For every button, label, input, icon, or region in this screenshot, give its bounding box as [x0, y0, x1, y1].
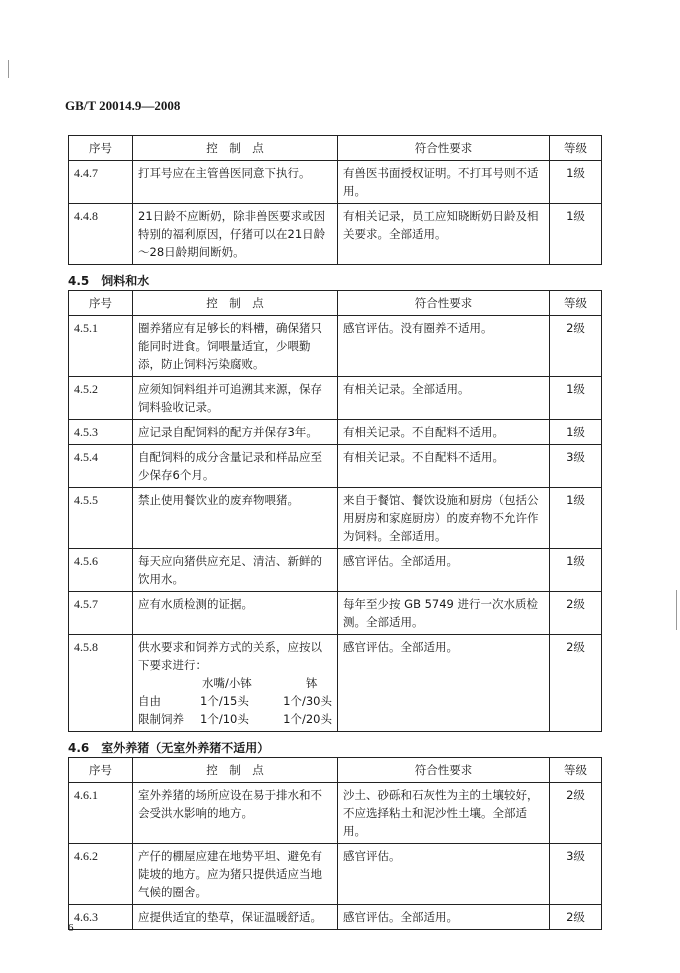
row-control: 应提供适宜的垫草，保证温暖舒适。 [133, 905, 338, 930]
table-row [69, 204, 602, 265]
row-control: 圈养猪应有足够长的料槽，确保猪只能同时进食。饲喂量适宜，少喂勤添，防止饲料污染腐败。 [133, 316, 338, 377]
row-level: 1级 [550, 549, 602, 592]
row-compliance: 有相关记录。全部适用。 [338, 377, 550, 420]
table-row [69, 844, 602, 905]
col-header-level: 等级 [550, 758, 602, 783]
row-control: 21日龄不应断奶，除非兽医要求或因特别的福利原因，仔猪可以在21日龄～28日龄期间断奶。 [133, 204, 338, 265]
table-row [69, 905, 602, 930]
page-number: 6 [68, 922, 74, 934]
row-no: 4.4.7 [69, 161, 133, 204]
row-compliance: 沙土、砂砾和石灰性为主的土壤较好，不应选择粘土和泥沙性土壤。全部适用。 [338, 783, 550, 844]
row-compliance: 感官评估。全部适用。 [338, 635, 550, 732]
row-compliance: 感官评估。没有圈养不适用。 [338, 316, 550, 377]
row-control: 应须知饲料组并可追溯其来源，保存饲料验收记录。 [133, 377, 338, 420]
table-row [69, 316, 602, 377]
margin-mark [676, 590, 677, 630]
sub-row-value: 1个/10头 [200, 712, 249, 726]
row-control: 自配饲料的成分含量记录和样品应至少保存6个月。 [133, 445, 338, 488]
standard-code: GB/T 20014.9—2008 [65, 98, 181, 113]
row-control-text: 供水要求和饲养方式的关系，应按以下要求进行： [138, 640, 322, 672]
col-header-control: 控 制 点 [133, 291, 338, 316]
row-control: 应记录自配饲料的配方并保存3年。 [133, 420, 338, 445]
row-level: 1级 [550, 420, 602, 445]
table-row [69, 635, 602, 732]
table-row [69, 445, 602, 488]
row-level: 3级 [550, 844, 602, 905]
row-no: 4.5.3 [69, 420, 133, 445]
row-level: 2级 [550, 783, 602, 844]
margin-mark [8, 60, 9, 78]
row-no: 4.5.4 [69, 445, 133, 488]
col-header-no: 序号 [69, 291, 133, 316]
row-control: 应有水质检测的证据。 [133, 592, 338, 635]
sub-row-value: 1个/30头 [283, 694, 332, 708]
row-level: 1级 [550, 488, 602, 549]
row-level: 1级 [550, 377, 602, 420]
section-title-outdoor: 4.6 室外养猪（无室外养猪不适用） [68, 741, 270, 755]
row-no: 4.6.2 [69, 844, 133, 905]
sub-row-value: 1个/20头 [283, 712, 332, 726]
table-row [69, 592, 602, 635]
row-compliance: 有相关记录，员工应知晓断奶日龄及相关要求。全部适用。 [338, 204, 550, 265]
table-outdoor [68, 757, 602, 930]
row-no: 4.5.2 [69, 377, 133, 420]
row-control: 室外养猪的场所应设在易于排水和不会受洪水影响的地方。 [133, 783, 338, 844]
row-level: 3级 [550, 445, 602, 488]
col-header-level: 等级 [550, 291, 602, 316]
col-header-level: 等级 [550, 136, 602, 161]
row-compliance: 有相关记录。不自配料不适用。 [338, 420, 550, 445]
table-header-row [69, 136, 602, 161]
row-control: 产仔的棚屋应建在地势平坦、避免有陡坡的地方。应为猪只提供适应当地气候的圈舍。 [133, 844, 338, 905]
col-header-compliance: 符合性要求 [338, 291, 550, 316]
row-compliance: 感官评估。全部适用。 [338, 549, 550, 592]
row-no: 4.5.5 [69, 488, 133, 549]
col-header-compliance: 符合性要求 [338, 136, 550, 161]
row-no: 4.4.8 [69, 204, 133, 265]
sub-row-label: 自由 [138, 694, 161, 708]
water-ratio-table [138, 674, 332, 728]
table-welfare-continued [68, 135, 602, 265]
row-compliance: 感官评估。全部适用。 [338, 905, 550, 930]
row-control: 每天应向猪供应充足、清洁、新鲜的饮用水。 [133, 549, 338, 592]
col-header-control: 控 制 点 [133, 136, 338, 161]
sub-header-nipple: 水嘴/小钵 [202, 676, 252, 690]
row-level: 2级 [550, 316, 602, 377]
row-no: 4.6.1 [69, 783, 133, 844]
table-header-row [69, 758, 602, 783]
sub-row-label: 限制饲养 [138, 712, 184, 726]
row-compliance: 感官评估。 [338, 844, 550, 905]
row-level: 2级 [550, 635, 602, 732]
row-level: 2级 [550, 592, 602, 635]
row-control: 打耳号应在主管兽医同意下执行。 [133, 161, 338, 204]
col-header-compliance: 符合性要求 [338, 758, 550, 783]
table-row [69, 377, 602, 420]
row-compliance: 有相关记录。不自配料不适用。 [338, 445, 550, 488]
row-control [133, 635, 338, 732]
row-no: 4.5.7 [69, 592, 133, 635]
sub-row-value: 1个/15头 [200, 694, 249, 708]
table-row [69, 161, 602, 204]
row-compliance: 有兽医书面授权证明。不打耳号则不适用。 [338, 161, 550, 204]
row-no: 4.5.6 [69, 549, 133, 592]
row-level: 1级 [550, 161, 602, 204]
row-no: 4.6.3 [69, 905, 133, 930]
row-compliance: 来自于餐馆、餐饮设施和厨房（包括公用厨房和家庭厨房）的废弃物不允许作为饲料。全部适用。 [338, 488, 550, 549]
row-compliance: 每年至少按 GB 5749 进行一次水质检测。全部适用。 [338, 592, 550, 635]
table-row [69, 549, 602, 592]
col-header-no: 序号 [69, 758, 133, 783]
table-row [69, 783, 602, 844]
row-control: 禁止使用餐饮业的废弃物喂猪。 [133, 488, 338, 549]
row-no: 4.5.8 [69, 635, 133, 732]
table-row [69, 488, 602, 549]
col-header-no: 序号 [69, 136, 133, 161]
table-row [69, 420, 602, 445]
col-header-control: 控 制 点 [133, 758, 338, 783]
table-feed-water [68, 290, 602, 732]
row-no: 4.5.1 [69, 316, 133, 377]
row-level: 1级 [550, 204, 602, 265]
sub-header-bowl: 钵 [306, 676, 318, 690]
table-header-row [69, 291, 602, 316]
section-title-feed-water: 4.5 饲料和水 [68, 274, 150, 288]
row-level: 2级 [550, 905, 602, 930]
